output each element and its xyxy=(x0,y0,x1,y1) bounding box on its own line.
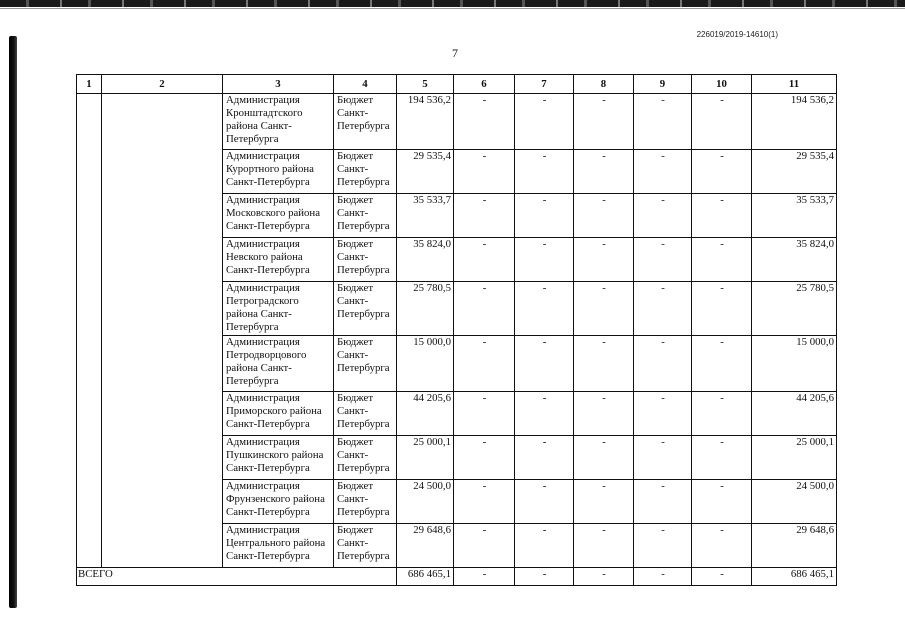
row-col6: - xyxy=(454,150,515,194)
total-col10: - xyxy=(692,568,752,586)
row-col9: - xyxy=(634,524,692,568)
row-col6: - xyxy=(454,392,515,436)
row-admin: Администрация Петроградского района Санкт-Петербурга xyxy=(223,282,334,336)
header-cell: 3 xyxy=(223,75,334,94)
row-col8: - xyxy=(574,194,634,238)
row-col10: - xyxy=(692,194,752,238)
row-col6: - xyxy=(454,524,515,568)
row-col5: 29 535,4 xyxy=(397,150,454,194)
row-col9: - xyxy=(634,392,692,436)
row-col7: - xyxy=(515,336,574,392)
row-col5: 194 536,2 xyxy=(397,94,454,150)
header-cell: 8 xyxy=(574,75,634,94)
budget-table xyxy=(76,74,837,586)
row-col11: 29 648,6 xyxy=(752,524,837,568)
row-col8: - xyxy=(574,282,634,336)
row-col11: 25 780,5 xyxy=(752,282,837,336)
row-admin: Администрация Петродворцового района Санкт-Петербурга xyxy=(223,336,334,392)
row-col7: - xyxy=(515,150,574,194)
total-col9: - xyxy=(634,568,692,586)
table-body xyxy=(77,94,837,568)
row-col11: 35 533,7 xyxy=(752,194,837,238)
row-col10: - xyxy=(692,436,752,480)
header-cell: 7 xyxy=(515,75,574,94)
scan-top-border xyxy=(0,0,905,7)
row-col8: - xyxy=(574,94,634,150)
row-col9: - xyxy=(634,150,692,194)
row-col9: - xyxy=(634,336,692,392)
row-col8: - xyxy=(574,336,634,392)
row-col10: - xyxy=(692,150,752,194)
header-cell: 6 xyxy=(454,75,515,94)
row-col6: - xyxy=(454,336,515,392)
row-col7: - xyxy=(515,282,574,336)
row-col9: - xyxy=(634,94,692,150)
row-col7: - xyxy=(515,392,574,436)
header-cell: 9 xyxy=(634,75,692,94)
row-source: Бюджет Санкт-Петербурга xyxy=(334,150,397,194)
row-source: Бюджет Санкт-Петербурга xyxy=(334,194,397,238)
row-admin: Администрация Приморского района Санкт-Петербурга xyxy=(223,392,334,436)
total-row xyxy=(77,568,837,586)
row-col9: - xyxy=(634,480,692,524)
row-col10: - xyxy=(692,94,752,150)
row-col6: - xyxy=(454,194,515,238)
row-col6: - xyxy=(454,436,515,480)
row-col6: - xyxy=(454,238,515,282)
header-cell: 11 xyxy=(752,75,837,94)
scan-binding-edge xyxy=(9,36,17,608)
row-col5: 44 205,6 xyxy=(397,392,454,436)
row-col7: - xyxy=(515,524,574,568)
row-source: Бюджет Санкт-Петербурга xyxy=(334,94,397,150)
row-col2 xyxy=(102,94,223,568)
row-col11: 35 824,0 xyxy=(752,238,837,282)
row-col5: 35 824,0 xyxy=(397,238,454,282)
row-col11: 29 535,4 xyxy=(752,150,837,194)
page-number: 7 xyxy=(452,46,458,60)
row-col10: - xyxy=(692,392,752,436)
header-cell: 4 xyxy=(334,75,397,94)
row-col8: - xyxy=(574,150,634,194)
row-col10: - xyxy=(692,524,752,568)
row-col8: - xyxy=(574,524,634,568)
row-admin: Администрация Пушкинского района Санкт-Петербурга xyxy=(223,436,334,480)
row-col8: - xyxy=(574,238,634,282)
table-row xyxy=(77,94,837,150)
row-source: Бюджет Санкт-Петербурга xyxy=(334,436,397,480)
row-col5: 35 533,7 xyxy=(397,194,454,238)
row-col5: 15 000,0 xyxy=(397,336,454,392)
row-admin: Администрация Фрунзенского района Санкт-Петербурга xyxy=(223,480,334,524)
row-col11: 24 500,0 xyxy=(752,480,837,524)
total-col7: - xyxy=(515,568,574,586)
row-admin: Администрация Курортного района Санкт-Петербурга xyxy=(223,150,334,194)
row-col11: 25 000,1 xyxy=(752,436,837,480)
row-col8: - xyxy=(574,480,634,524)
row-col7: - xyxy=(515,194,574,238)
row-admin: Администрация Московского района Санкт-Петербурга xyxy=(223,194,334,238)
row-col9: - xyxy=(634,436,692,480)
row-col6: - xyxy=(454,94,515,150)
row-col10: - xyxy=(692,282,752,336)
table-header-row xyxy=(77,75,837,94)
row-source: Бюджет Санкт-Петербурга xyxy=(334,238,397,282)
total-col8: - xyxy=(574,568,634,586)
total-label: ВСЕГО xyxy=(77,568,397,586)
row-col7: - xyxy=(515,238,574,282)
row-col5: 25 780,5 xyxy=(397,282,454,336)
row-col9: - xyxy=(634,282,692,336)
total-col6: - xyxy=(454,568,515,586)
row-col11: 44 205,6 xyxy=(752,392,837,436)
header-cell: 10 xyxy=(692,75,752,94)
row-col10: - xyxy=(692,238,752,282)
row-source: Бюджет Санкт-Петербурга xyxy=(334,282,397,336)
row-col1 xyxy=(77,94,102,568)
header-cell: 2 xyxy=(102,75,223,94)
row-col8: - xyxy=(574,436,634,480)
row-col5: 25 000,1 xyxy=(397,436,454,480)
row-col11: 194 536,2 xyxy=(752,94,837,150)
row-col5: 29 648,6 xyxy=(397,524,454,568)
row-col10: - xyxy=(692,336,752,392)
document-id: 226019/2019-14610(1) xyxy=(696,30,778,39)
row-col9: - xyxy=(634,194,692,238)
row-col5: 24 500,0 xyxy=(397,480,454,524)
row-admin: Администрация Невского района Санкт-Петербурга xyxy=(223,238,334,282)
row-source: Бюджет Санкт-Петербурга xyxy=(334,392,397,436)
row-admin: Администрация Кронштадтского района Санкт-Петербурга xyxy=(223,94,334,150)
row-col9: - xyxy=(634,238,692,282)
row-col11: 15 000,0 xyxy=(752,336,837,392)
row-col7: - xyxy=(515,436,574,480)
row-col7: - xyxy=(515,94,574,150)
header-cell: 1 xyxy=(77,75,102,94)
total-col5: 686 465,1 xyxy=(397,568,454,586)
row-col7: - xyxy=(515,480,574,524)
row-admin: Администрация Центрального района Санкт-Петербурга xyxy=(223,524,334,568)
row-source: Бюджет Санкт-Петербурга xyxy=(334,524,397,568)
header-cell: 5 xyxy=(397,75,454,94)
row-col6: - xyxy=(454,480,515,524)
row-col8: - xyxy=(574,392,634,436)
row-col10: - xyxy=(692,480,752,524)
row-source: Бюджет Санкт-Петербурга xyxy=(334,336,397,392)
row-col6: - xyxy=(454,282,515,336)
scan-top-line xyxy=(0,8,905,9)
row-source: Бюджет Санкт-Петербурга xyxy=(334,480,397,524)
total-col11: 686 465,1 xyxy=(752,568,837,586)
